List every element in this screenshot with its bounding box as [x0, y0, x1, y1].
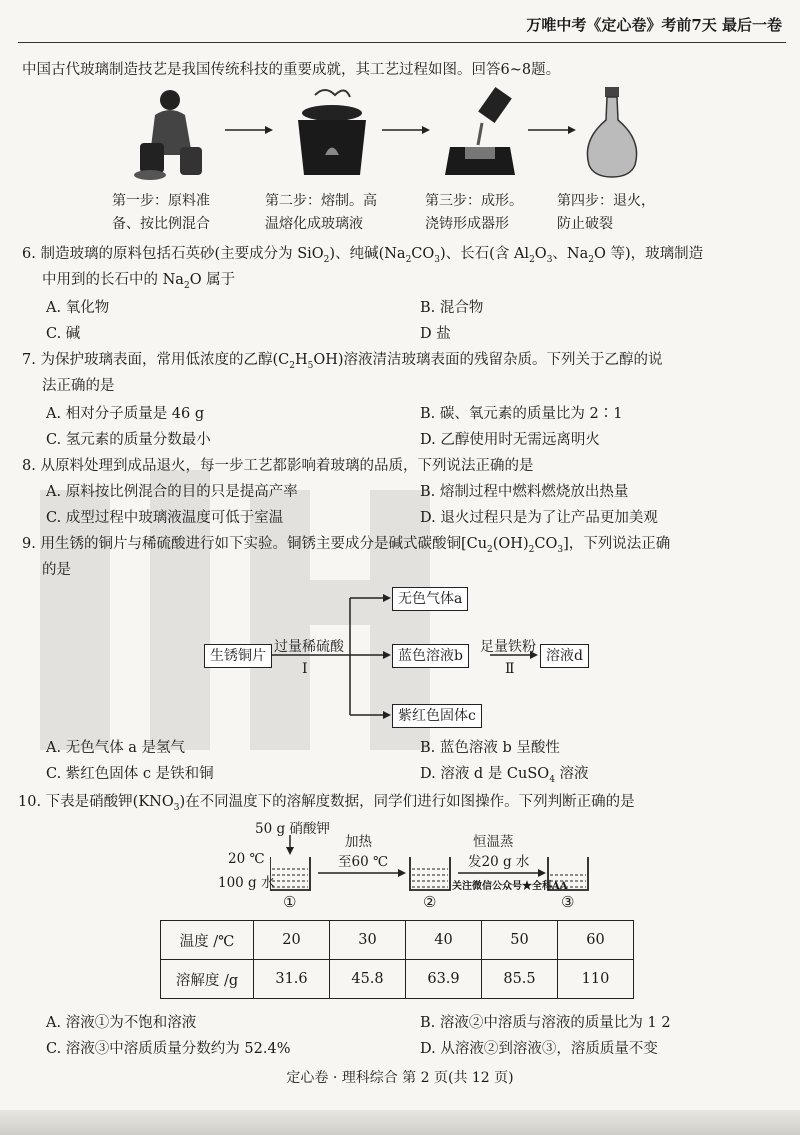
table-cell: 30 [330, 921, 406, 960]
header-divider [18, 42, 786, 43]
q10-stem: 10. 下表是硝酸钾$(KNO_3)$在不同温度下的溶解度数据，同学们进行如图操作。下列判断正确的是 [18, 794, 635, 813]
flow-start-rusty-copper: 生锈铜片 [204, 644, 272, 668]
table-header-temperature: 温度 /℃ [161, 921, 254, 960]
flow-solid-c: 紫红色固体c [392, 704, 482, 728]
q7-option-d: D. 乙醇使用时无需远离明火 [420, 432, 600, 448]
step-2-caption: 第二步：熔制。高 温熔化成玻璃液 [265, 193, 377, 232]
flow-solution-b: 蓝色溶液b [392, 644, 469, 668]
flow-reagent-sulfuric-acid: 过量稀硫酸 [274, 639, 344, 655]
table-cell: 20 [254, 921, 330, 960]
table-cell: 50 [482, 921, 558, 960]
beaker-label-1: ① [283, 893, 297, 911]
scan-edge [0, 1110, 800, 1135]
flow-reagent-iron: 足量铁粉 [480, 639, 536, 655]
q6-option-a: A. 氧化物 [46, 300, 110, 316]
table-header-solubility: 溶解度 /g [161, 960, 254, 999]
table-cell: 110 [558, 960, 634, 999]
solubility-table [160, 920, 634, 999]
table-cell: 60 [558, 921, 634, 960]
q6-option-d: D 盐 [420, 326, 451, 342]
beaker-label-3: ③ [561, 893, 575, 911]
table-cell: 85.5 [482, 960, 558, 999]
q8-stem: 8. 从原料处理到成品退火，每一步工艺都影响着玻璃的品质，下列说法正确的是 [22, 458, 534, 474]
glass-vase-icon [587, 87, 636, 177]
table-row-solubility [161, 960, 634, 999]
q9-option-b: B. 蓝色溶液 b 呈酸性 [420, 740, 560, 756]
exam-header: 万唯中考《定心卷》考前7天 最后一卷 [526, 16, 782, 34]
step-1-caption: 第一步：原料准 备、按比例混合 [112, 193, 210, 232]
q9-option-c: C. 紫红色固体 c 是铁和铜 [46, 766, 214, 782]
q10-evap-label-1: 恒温蒸 [473, 834, 514, 850]
q10-temp-label: 20 ℃ [228, 851, 265, 867]
wechat-stamp: 关注微信公众号★全科AA [452, 881, 568, 892]
q9-stem: 9. 用生锈的铜片与稀硫酸进行如下实验。铜锈主要成分是碱式碳酸铜$[Cu_2(OH)_2CO_3]$，下列说法正确 [22, 536, 671, 555]
q6-option-b: B. 混合物 [420, 300, 484, 316]
beaker-1-icon [270, 857, 310, 890]
q6-stem: 6. 制造玻璃的原料包括石英砂(主要成分为 SiO$_2$)、纯碱$(Na_2CO_3)$、长石(含 $Al_2O_3$、$Na_2O$ 等)，玻璃制造 [22, 246, 704, 265]
q8-option-d: D. 退火过程只是为了让产品更加美观 [420, 510, 658, 526]
q9-option-a: A. 无色气体 a 是氢气 [46, 740, 186, 756]
q10-water-label: 100 g 水 [218, 875, 275, 891]
q7-stem-line2: 法正确的是 [42, 378, 115, 394]
q10-option-d: D. 从溶液②到溶液③，溶质质量不变 [420, 1041, 658, 1057]
q7-option-a: A. 相对分子质量是 46 g [46, 406, 205, 422]
q9-option-d: D. 溶液 d 是 CuSO$_4$ 溶液 [420, 766, 589, 785]
table-cell: 63.9 [406, 960, 482, 999]
page-footer: 定心卷 · 理科综合 第 2 页(共 12 页) [286, 1070, 514, 1086]
table-cell: 40 [406, 921, 482, 960]
q7-option-b: B. 碳、氧元素的质量比为 2∶1 [420, 406, 623, 422]
q7-option-c: C. 氢元素的质量分数最小 [46, 432, 211, 448]
flow-step-1: Ⅰ [302, 661, 308, 677]
q10-heat-label-1: 加热 [345, 834, 372, 850]
q8-option-a: A. 原料按比例混合的目的只是提高产率 [46, 484, 298, 500]
process-illustrations [130, 85, 650, 185]
flow-gas-a: 无色气体a [392, 587, 468, 611]
beaker-2-icon [410, 857, 450, 890]
table-cell: 31.6 [254, 960, 330, 999]
q10-heat-label-2: 至60 ℃ [338, 854, 389, 870]
q10-add-kno3: 50 g 硝酸钾 [255, 821, 330, 837]
flow-solution-d: 溶液d [540, 644, 589, 668]
pouring-mold-icon [445, 87, 515, 175]
table-row-temperature [161, 921, 634, 960]
q8-option-c: C. 成型过程中玻璃液温度可低于室温 [46, 510, 284, 526]
q10-option-b: B. 溶液②中溶质与溶液的质量比为 1 2 [420, 1015, 671, 1031]
q9-stem-line2: 的是 [42, 562, 71, 578]
q8-option-b: B. 熔制过程中燃料燃烧放出热量 [420, 484, 629, 500]
furnace-icon [298, 90, 366, 175]
q7-stem: 7. 为保护玻璃表面，常用低浓度的乙醇$(C_2H_5OH)$溶液清洁玻璃表面的残留杂质。下列关于乙醇的说 [22, 352, 663, 371]
flow-step-2: Ⅱ [505, 661, 515, 677]
craftsman-mixing-icon [134, 90, 202, 180]
intro-text: 中国古代玻璃制造技艺是我国传统科技的重要成就，其工艺过程如图。回答6~8题。 [22, 62, 561, 78]
step-3-caption: 第三步：成形。 浇铸形成器形 [425, 193, 523, 232]
table-cell: 45.8 [330, 960, 406, 999]
q6-option-c: C. 碱 [46, 326, 81, 342]
q10-evap-label-2: 发20 g 水 [468, 854, 530, 870]
q10-option-a: A. 溶液①为不饱和溶液 [46, 1015, 197, 1031]
step-4-caption: 第四步：退火， 防止破裂 [557, 193, 655, 232]
beaker-label-2: ② [423, 893, 437, 911]
q6-stem-line2: 中用到的长石中的 $Na_2O$ 属于 [42, 272, 236, 291]
q10-option-c: C. 溶液③中溶质质量分数约为 52.4% [46, 1041, 291, 1057]
